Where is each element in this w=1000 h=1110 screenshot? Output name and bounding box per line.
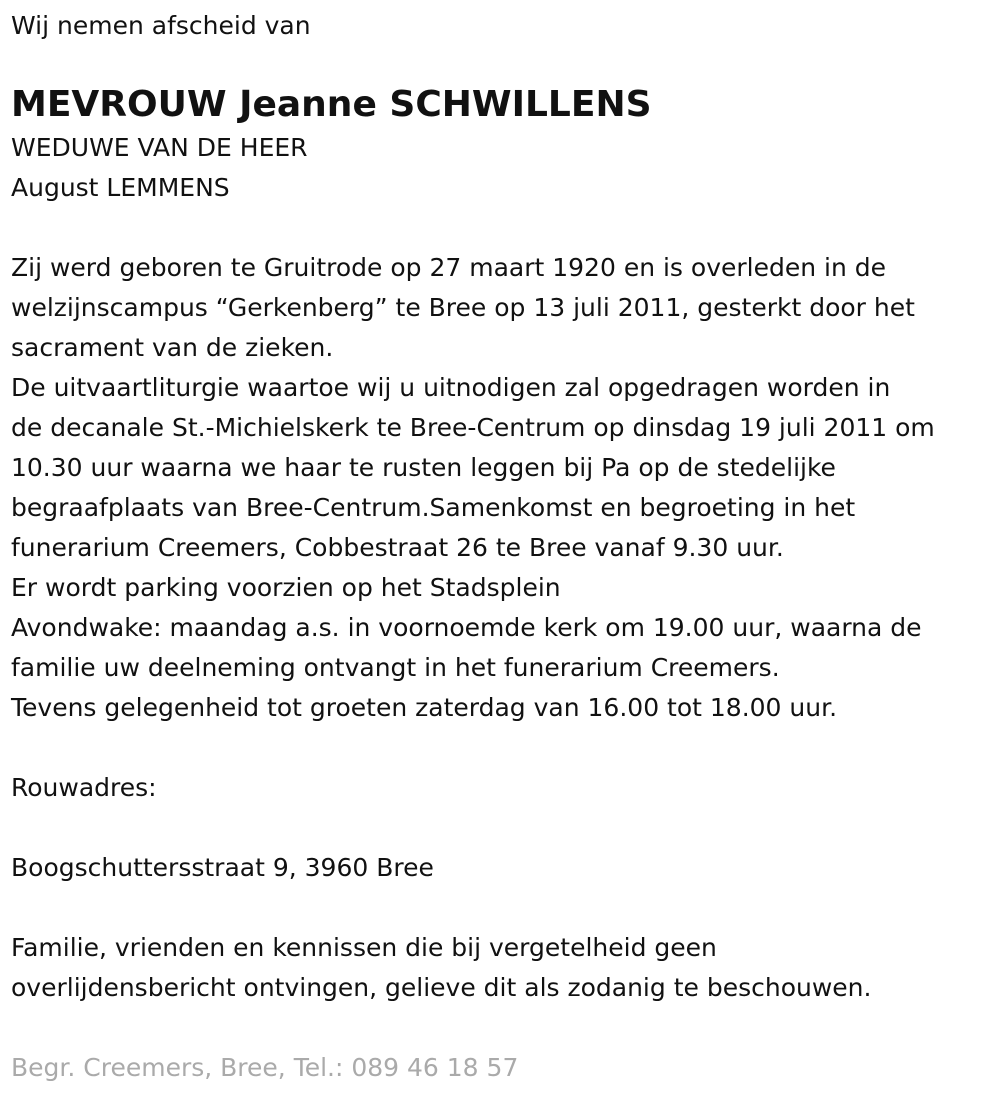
body-line: begraafplaats van Bree-Centrum.Samenkomst en begroeting in het bbox=[11, 493, 856, 522]
body-line: welzijnscampus “Gerkenberg” te Bree op 13 juli 2011, gesterkt door het bbox=[11, 293, 915, 322]
address-label: Rouwadres: bbox=[11, 773, 157, 802]
body-line: Zij werd geboren te Gruitrode op 27 maart 1920 en is overleden in de bbox=[11, 253, 887, 282]
funeral-director-footer: Begr. Creemers, Bree, Tel.: 089 46 18 57 bbox=[11, 1053, 519, 1082]
body-line: 10.30 uur waarna we haar te rusten leggen bij Pa op de stedelijke bbox=[11, 453, 836, 482]
body-line: familie uw deelneming ontvangt in het funerarium Creemers. bbox=[11, 653, 780, 682]
body-line: sacrament van de zieken. bbox=[11, 333, 334, 362]
spouse-line-1: WEDUWE VAN DE HEER bbox=[11, 133, 308, 162]
body-line: De uitvaartliturgie waartoe wij u uitnodigen zal opgedragen worden in bbox=[11, 373, 891, 402]
spacer bbox=[11, 208, 989, 248]
spacer bbox=[11, 1008, 989, 1048]
body-line: de decanale St.-Michielskerk te Bree-Centrum op dinsdag 19 juli 2011 om bbox=[11, 413, 935, 442]
notice-line: Familie, vrienden en kennissen die bij vergetelheid geen bbox=[11, 933, 717, 962]
deceased-name: MEVROUW Jeanne SCHWILLENS bbox=[11, 84, 652, 125]
spouse-line-2: August LEMMENS bbox=[11, 173, 230, 202]
body-line: Er wordt parking voorzien op het Stadsplein bbox=[11, 573, 561, 602]
spacer bbox=[11, 728, 989, 768]
body-line: Tevens gelegenheid tot groeten zaterdag van 16.00 tot 18.00 uur. bbox=[11, 693, 838, 722]
body-line: Avondwake: maandag a.s. in voornoemde kerk om 19.00 uur, waarna de bbox=[11, 613, 922, 642]
notice-line: overlijdensbericht ontvingen, gelieve dit als zodanig te beschouwen. bbox=[11, 973, 872, 1002]
intro-text: Wij nemen afscheid van bbox=[11, 11, 311, 40]
body-line: funerarium Creemers, Cobbestraat 26 te Bree vanaf 9.30 uur. bbox=[11, 533, 784, 562]
address: Boogschuttersstraat 9, 3960 Bree bbox=[11, 853, 434, 882]
spacer bbox=[11, 808, 989, 848]
body-text bbox=[11, 248, 989, 728]
spacer bbox=[11, 888, 989, 928]
